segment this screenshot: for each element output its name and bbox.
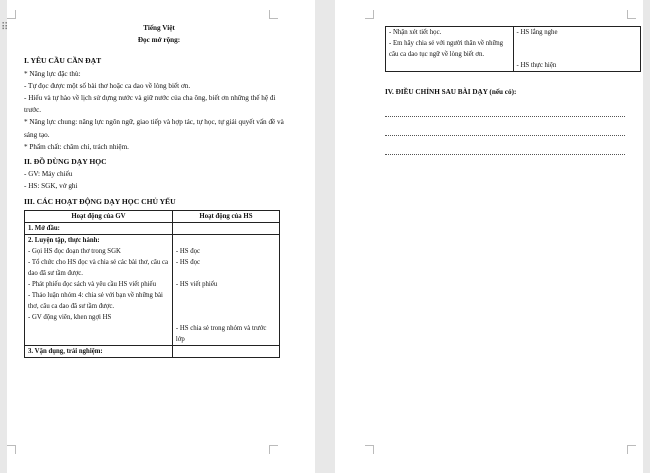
section-1-heading: I. YÊU CẦU CẦN ĐẠT — [24, 56, 102, 66]
page-1-content — [24, 22, 294, 358]
dotted-line — [385, 121, 625, 136]
table-row — [25, 234, 280, 345]
empty-cell — [172, 345, 279, 357]
section-3-heading: III. CÁC HOẠT ĐỘNG DẠY HỌC CHỦ YẾU — [24, 196, 176, 206]
dotted-line — [385, 140, 625, 155]
materials-line: - GV: Máy chiếu — [24, 170, 73, 179]
teacher-activity: - Em hãy chia sẻ với người thân về những câu ca dao tục ngữ về lòng biết ơn. — [389, 40, 504, 58]
teacher-activity: - Tổ chức cho HS đọc và chia sẻ các bài thơ, câu ca dao đã sư tầm được. — [28, 258, 169, 277]
dotted-line — [385, 102, 625, 117]
student-activity: - HS đọc — [175, 247, 201, 255]
teacher-activities-cell — [386, 27, 514, 72]
objective-line: * Phẩm chất: chăm chỉ, trách nhiệm. — [24, 142, 129, 151]
student-activities-cell — [513, 27, 641, 72]
apply-cell: 3. Vận dụng, trải nghiệm: — [25, 345, 173, 357]
table-row — [25, 345, 280, 357]
student-activity: - HS đọc — [175, 258, 201, 266]
warmup-cell: 1. Mở đầu: — [25, 222, 173, 234]
drag-handle-icon[interactable]: ⠿ — [1, 22, 8, 33]
objective-line: * Năng lực đặc thù: — [24, 69, 81, 78]
table-header-row — [25, 210, 280, 222]
table-row — [386, 27, 641, 72]
page-corner-mark — [365, 10, 374, 19]
page-corner-mark — [269, 10, 278, 19]
page-corner-mark — [7, 445, 16, 454]
lesson-title: Đọc mở rộng: — [137, 36, 181, 45]
table-row — [25, 222, 280, 234]
document-page-1 — [7, 0, 315, 473]
section-4-heading: IV. ĐIỀU CHỈNH SAU BÀI DẠY (nếu có): — [385, 88, 517, 96]
page-corner-mark — [365, 445, 374, 454]
section-2-heading: II. ĐỒ DÙNG DẠY HỌC — [24, 157, 107, 167]
teacher-activity: - Nhận xét tiết học. — [389, 29, 442, 36]
student-activity: - HS thực hiện — [516, 62, 557, 69]
teacher-activity: - Thảo luận nhóm 4: chia sẻ với bạn về những bài thơ, câu ca dao đã sư tầm được. — [28, 291, 163, 310]
empty-cell — [172, 222, 279, 234]
objective-line: - Hiểu và tự hào về lịch sử dựng nước và giữ nước của cha ông, biết ơn những thế hệ đi trước. — [24, 94, 276, 115]
student-activity: - HS chia sẻ trong nhóm và trước lớp — [175, 324, 267, 343]
subject-title: Tiếng Việt — [143, 24, 175, 32]
page-corner-mark — [627, 445, 636, 454]
teacher-activity: - GV động viên, khen ngợi HS — [28, 313, 112, 321]
activities-table — [24, 210, 280, 358]
teacher-activity: - Gọi HS đọc đoạn thơ trong SGK — [28, 247, 121, 255]
column-header-student: Hoạt động của HS — [172, 210, 279, 222]
page-corner-mark — [7, 10, 16, 19]
document-page-2 — [335, 0, 643, 473]
objective-line: * Năng lực chung: năng lực ngôn ngữ, giao tiếp và hợp tác, tự học, tự giải quyết vấn đề và sáng tạo. — [24, 118, 284, 139]
objective-line: - Tự đọc được một số bài thơ hoặc ca dao về lòng biết ơn. — [24, 81, 191, 90]
practice-heading: 2. Luyện tập, thực hành: — [28, 236, 100, 244]
materials-line: - HS: SGK, vở ghi — [24, 182, 78, 191]
student-activity: - HS lắng nghe — [516, 29, 558, 36]
page-corner-mark — [627, 10, 636, 19]
student-activities-cell — [172, 234, 279, 345]
teacher-activity: - Phát phiếu đọc sách và yêu cầu HS viết phiếu — [28, 280, 156, 288]
page-corner-mark — [269, 445, 278, 454]
page-2-content — [385, 26, 641, 155]
column-header-teacher: Hoạt động của GV — [25, 210, 173, 222]
teacher-activities-cell — [25, 234, 173, 345]
student-activity: - HS viết phiếu — [175, 280, 218, 288]
activities-table-continued — [385, 26, 641, 72]
